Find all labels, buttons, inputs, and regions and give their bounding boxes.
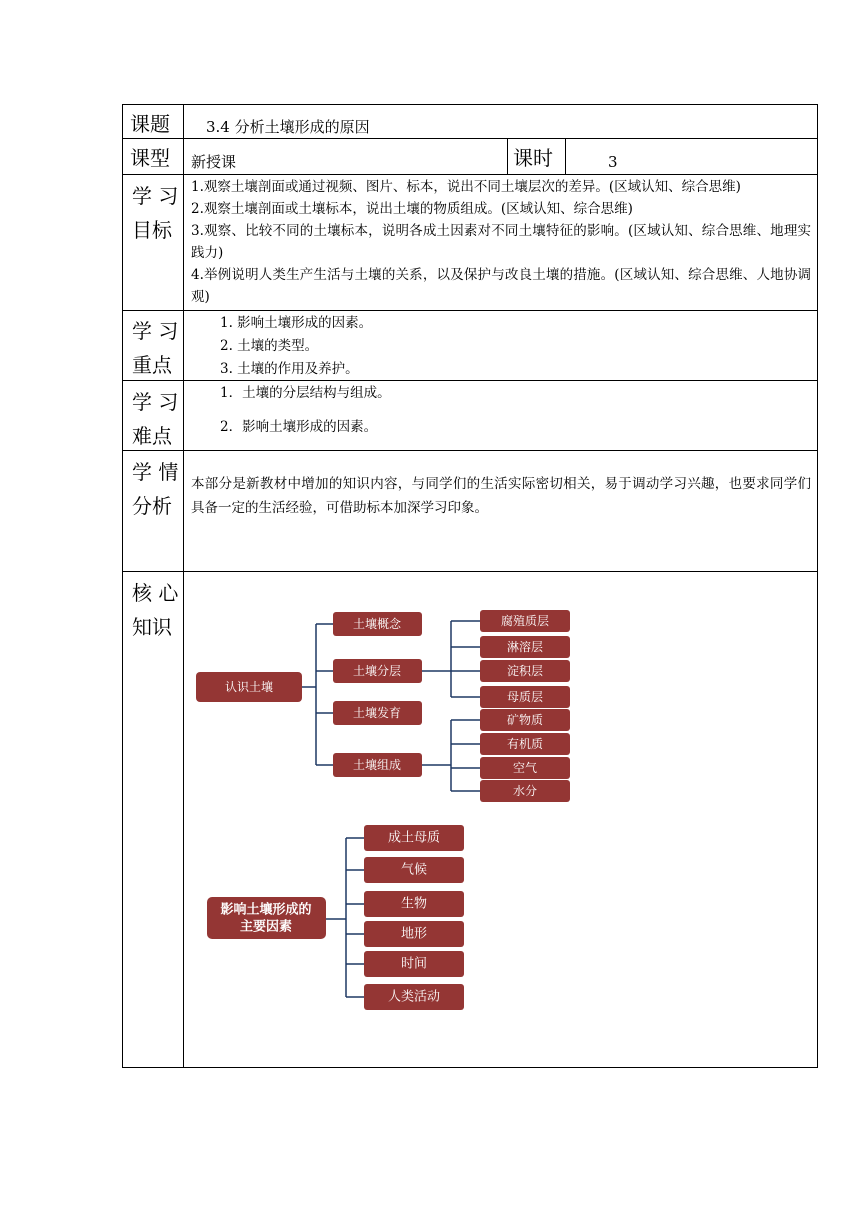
map1-layer-node: 腐殖质层 <box>500 614 550 628</box>
map2-factor-node: 成土母质 <box>387 830 441 846</box>
key-point-item: 2. 土壤的类型。 <box>220 338 319 354</box>
map2-factor-node: 人类活动 <box>387 989 441 1005</box>
type-label: 课型 <box>130 146 170 170</box>
title-value: 3.4 分析土壤形成的原因 <box>206 118 370 136</box>
map1-component-node: 矿物质 <box>506 713 544 727</box>
objective-item: 2.观察土壤剖面或土壤标本，说出土壤的物质组成。(区域认知、综合思维) <box>191 201 633 217</box>
objective-item: 4.举例说明人类生产生活与土壤的关系，以及保护与改良土壤的措施。(区域认知、综合思维、人地协调观) <box>191 267 811 305</box>
key-point-item: 3. 土壤的作用及养护。 <box>220 361 359 377</box>
core-label-line2: 知识 <box>132 615 172 639</box>
analysis-label-line1: 学 情 <box>132 460 179 484</box>
map2-root-node-line2: 主要因素 <box>239 919 293 935</box>
map1-branch-node: 土壤概念 <box>352 617 402 631</box>
map1-layer-node: 淀积层 <box>506 664 544 678</box>
type-value: 新授课 <box>191 153 237 171</box>
map1-component-node: 空气 <box>512 761 538 775</box>
title-label: 课题 <box>130 112 170 136</box>
difficulties-label-line1: 学 习 <box>132 390 179 414</box>
map2-factor-node: 气候 <box>400 862 428 878</box>
objective-item: 1.观察土壤剖面或通过视频、图片、标本，说出不同土壤层次的差异。(区域认知、综合思维) <box>191 179 741 195</box>
map1-layer-node: 母质层 <box>506 690 544 704</box>
key-points-label-line1: 学 习 <box>132 319 179 343</box>
map1-root-node: 认识土壤 <box>224 680 274 694</box>
objectives-label-line2: 目标 <box>132 218 172 242</box>
difficulty-item: 2．影响土壤形成的因素。 <box>220 419 378 435</box>
map2-factor-node: 时间 <box>400 956 428 972</box>
key-point-item: 1. 影响土壤形成的因素。 <box>220 315 373 331</box>
map1-layer-node: 淋溶层 <box>506 640 544 654</box>
analysis-label-line2: 分析 <box>132 494 172 518</box>
map2-factor-node: 地形 <box>400 926 428 942</box>
map1-branch-node: 土壤分层 <box>352 664 402 678</box>
objective-item: 3.观察、比较不同的土壤标本，说明各成土因素对不同土壤特征的影响。(区域认知、综合思维、地理实践力) <box>191 223 811 261</box>
hours-label: 课时 <box>513 146 553 170</box>
map2-factor-node: 生物 <box>400 896 428 912</box>
map1-component-node: 水分 <box>512 784 538 798</box>
map1-branch-node: 土壤发育 <box>352 706 402 720</box>
core-label-line1: 核 心 <box>132 581 179 605</box>
objectives-label-line1: 学 习 <box>132 184 179 208</box>
difficulties-label-line2: 难点 <box>132 424 172 448</box>
key-points-label-line2: 重点 <box>132 353 172 377</box>
hours-value: 3 <box>608 153 618 171</box>
analysis-text: 本部分是新教材中增加的知识内容，与同学们的生活实际密切相关，易于调动学习兴趣，也要求同学们具备一定的生活经验，可借助标本加深学习印象。 <box>191 476 811 516</box>
map1-branch-node: 土壤组成 <box>352 758 402 772</box>
map1-component-node: 有机质 <box>506 737 544 751</box>
difficulty-item: 1．土壤的分层结构与组成。 <box>220 385 391 401</box>
map2-root-node-line1: 影响土壤形成的 <box>220 902 312 918</box>
